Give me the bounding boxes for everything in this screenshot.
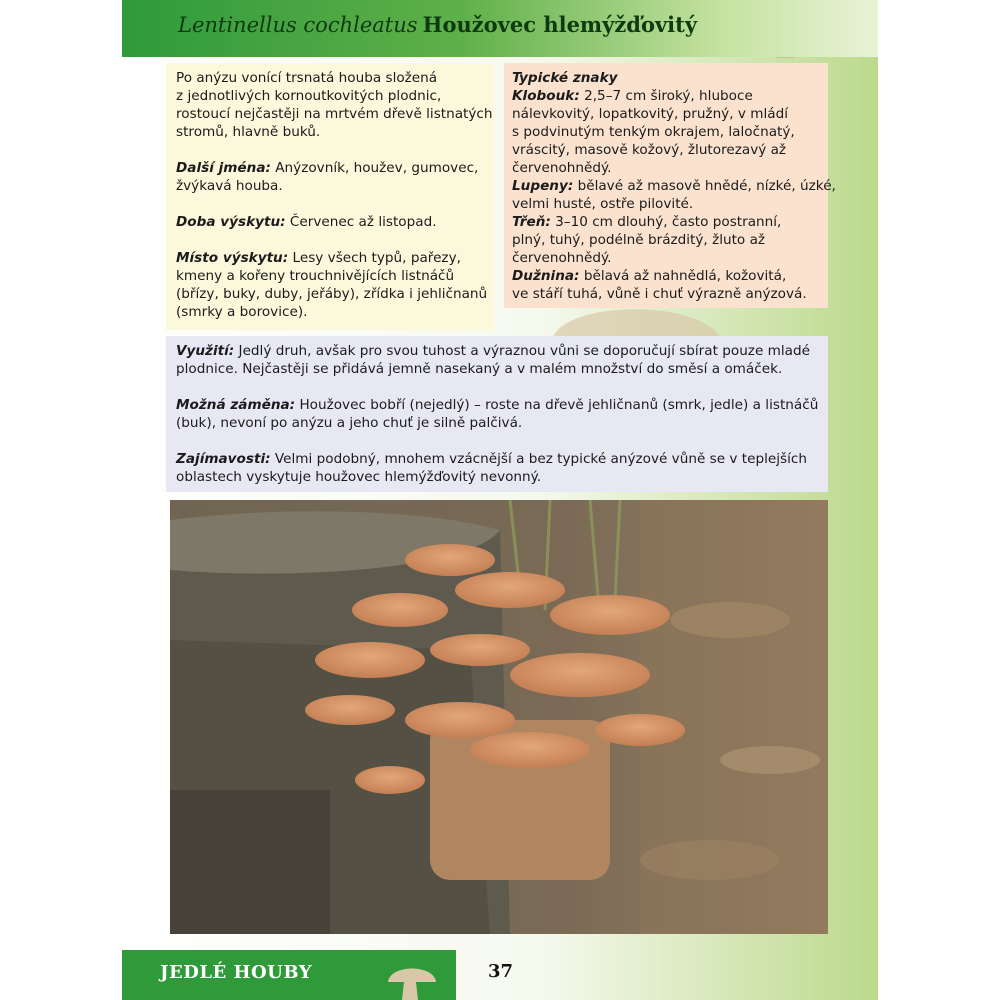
habitat-text: (břízy, buky, duby, jeřáby), zřídka i jehličnanů [176, 286, 488, 302]
stem-text: 3–10 cm dlouhý, často postranní, [550, 214, 782, 230]
intro-paragraph [176, 69, 493, 141]
flesh-label: Dužnina: [512, 268, 580, 284]
confusion-paragraph [176, 396, 818, 432]
stem-label: Třeň: [512, 214, 551, 230]
page-footer [122, 950, 456, 1000]
usage-text: Jedlý druh, avšak pro svou tuhost a výraznou vůni se doporučují sbírat pouze mladé [234, 343, 810, 359]
book-page [122, 0, 878, 1000]
page-header [122, 0, 878, 57]
gills-label: Lupeny: [512, 178, 574, 194]
habitat-paragraph [176, 249, 488, 321]
confusion-label: Možná záměna: [176, 397, 296, 413]
confusion-text: (buk), nevoní po anýzu a jeho chuť je silně palčivá. [176, 415, 523, 431]
flesh-text: bělavá až nahnědlá, kožovitá, [579, 268, 787, 284]
features-box [504, 63, 836, 308]
cap-text: 2,5–7 cm široký, hluboce [579, 88, 753, 104]
usage-box [166, 336, 828, 492]
trivia-label: Zajímavosti: [176, 451, 271, 467]
usage-text: plodnice. Nejčastěji se přidává jemně nasekaný a v malém množství do směsí a omáček. [176, 361, 783, 377]
intro-line: z jednotlivých kornoutkovitých plodnic, [176, 88, 442, 104]
season-label: Doba výskytu: [176, 214, 286, 230]
cap-label: Klobouk: [512, 88, 580, 104]
gills-text: velmi husté, ostře pilovité. [512, 196, 694, 212]
description-box [166, 63, 494, 330]
season-text: Červenec až listopad. [285, 214, 437, 230]
other-names-text: Anýzovník, houžev, gumovec, [270, 160, 479, 176]
page-title [178, 12, 697, 37]
usage-label: Využití: [176, 343, 235, 359]
intro-line: rostoucí nejčastěji na mrtvém dřevě listnatých [176, 106, 493, 122]
intro-line: Po anýzu vonící trsnatá houba složená [176, 70, 438, 86]
habitat-label: Místo výskytu: [176, 250, 289, 266]
trivia-text: oblastech vyskytuje houžovec hlemýžďovitý nevonný. [176, 469, 542, 485]
confusion-text: Houžovec bobří (nejedlý) – roste na dřevě jehličnanů (smrk, jedle) a listnáčů [295, 397, 819, 413]
cap-text: vráscitý, masově kožový, žlutorezavý až [512, 142, 787, 158]
gills-text: bělavé až masově hnědé, nízké, úzké, [573, 178, 836, 194]
section-title: JEDLÉ HOUBY [160, 962, 313, 983]
trivia-paragraph [176, 450, 818, 486]
cap-text: nálevkovitý, lopatkovitý, pružný, v mládí [512, 106, 788, 122]
page-number: 37 [488, 961, 514, 982]
habitat-text: (smrky a borovice). [176, 304, 308, 320]
latin-name: Lentinellus cochleatus [178, 13, 418, 37]
stem-text: plný, tuhý, podélně brázditý, žluto až [512, 232, 766, 248]
mushroom-photo [170, 500, 828, 934]
trivia-text: Velmi podobný, mnohem vzácnější a bez typické anýzové vůně se v teplejších [270, 451, 807, 467]
flesh-text: ve stáří tuhá, vůně i chuť výrazně anýzová. [512, 286, 807, 302]
mushroom-photo-image [170, 500, 828, 934]
features-title: Typické znaky [512, 70, 618, 86]
habitat-text: Lesy všech typů, pařezy, [288, 250, 461, 266]
other-names-text: žvýkavá houba. [176, 178, 283, 194]
other-names-paragraph [176, 159, 484, 195]
cap-text: červenohnědý. [512, 160, 612, 176]
usage-paragraph [176, 342, 818, 378]
intro-line: stromů, hlavně buků. [176, 124, 321, 140]
habitat-text: kmeny a kořeny trouchnivějících listnáčů [176, 268, 455, 284]
stem-text: červenohnědý. [512, 250, 612, 266]
other-names-label: Další jména: [176, 160, 271, 176]
cap-text: s podvinutým tenkým okrajem, laločnatý, [512, 124, 795, 140]
footer-mushroom-icon [384, 962, 440, 1000]
czech-name: Houžovec hlemýžďovitý [422, 12, 698, 37]
season-paragraph [176, 213, 484, 231]
